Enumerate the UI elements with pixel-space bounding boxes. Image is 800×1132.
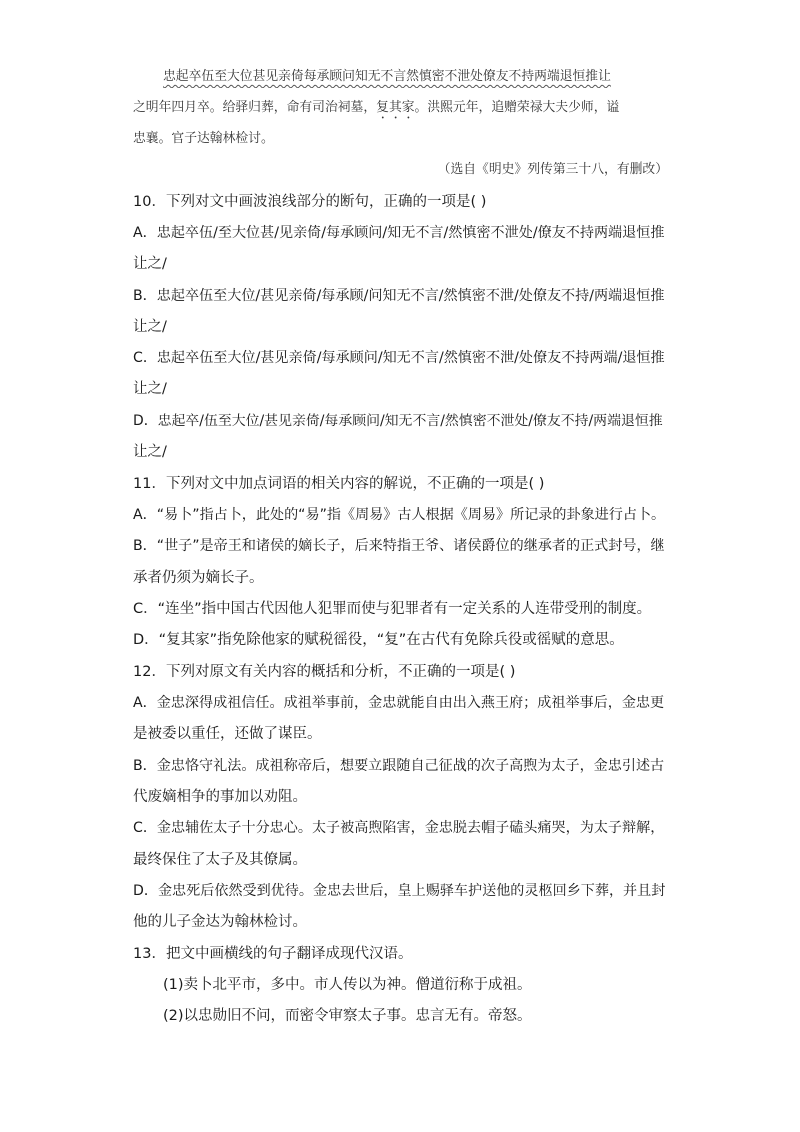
passage-source: （选自《明史》列传第三十八，有删改）: [437, 162, 668, 177]
q12-option-c-line2: 最终保住了太子及其僚属。: [133, 852, 307, 868]
q13-sentence-2: (2)以忠勋旧不问，而密令审察太子事。忠言无有。帝怒。: [163, 1008, 532, 1024]
passage-wavy-line: 忠起卒伍至大位甚见亲倚每承顾问知无不言然慎密不泄处僚友不持两端退恒推让: [163, 69, 611, 84]
q11-option-a: A．“易卜”指占卜，此处的“易”指《周易》古人根据《周易》所记录的卦象进行占卜。: [133, 507, 666, 523]
q11-option-b-line1: B．“世子”是帝王和诸侯的嫡长子，后来特指王爷、诸侯爵位的继承者的正式封号，继: [133, 538, 665, 554]
passage-line-2-post: 。洪熙元年，追赠荣禄大夫少师，谥: [414, 100, 620, 115]
q10-option-a-line2: 让之/: [133, 256, 167, 272]
q12-option-b-line2: 代废嫡相争的事加以劝阻。: [133, 789, 307, 805]
q12-option-a-line2: 是被委以重任，还做了谋臣。: [133, 726, 322, 742]
question-11-stem: 11．下列对文中加点词语的相关内容的解说，不正确的一项是( ): [133, 476, 545, 492]
q12-option-d-line1: D．金忠死后依然受到优待。金忠去世后，皇上赐驿车护送他的灵柩回乡下葬，并且封: [133, 883, 666, 899]
question-10-stem: 10．下列对文中画波浪线部分的断句，正确的一项是( ): [133, 194, 487, 210]
q12-option-a-line1: A．金忠深得成祖信任。成祖举事前，金忠就能自由出入燕王府；成祖举事后，金忠更: [133, 695, 665, 711]
q10-option-c-line2: 让之/: [133, 381, 167, 397]
q10-option-a-line1: A．忠起卒伍/至大位甚/见亲倚/每承顾问/知无不言/然慎密不泄处/僚友不持两端退恒推: [133, 225, 665, 241]
q10-option-d-line1: D．忠起卒/伍至大位/甚见亲倚/每承顾问/知无不言/然慎密不泄处/僚友不持/两端退恒推: [133, 413, 663, 429]
passage-line-3: 忠襄。官子达翰林检讨。: [133, 131, 274, 146]
q12-option-c-line1: C．金忠辅佐太子十分忠心。太子被高煦陷害，金忠脱去帽子磕头痛哭，为太子辩解，: [133, 820, 665, 836]
q10-option-b-line1: B．忠起卒伍至大位/甚见亲倚/每承顾/问知无不言/然慎密不泄/处僚友不持/两端退恒推: [133, 288, 665, 304]
passage-line-2-pre: 之明年四月卒。给驿归葬，命有司治祠墓，: [133, 100, 377, 115]
q10-option-c-line1: C．忠起卒伍至大位/甚见亲倚/每承顾问/知无不言/然慎密不泄/处僚友不持两端/退恒推: [133, 350, 665, 366]
q12-option-b-line1: B．金忠恪守礼法。成祖称帝后，想要立跟随自己征战的次子高煦为太子，金忠引述古: [133, 758, 665, 774]
q11-option-b-line2: 承者仍须为嫡长子。: [133, 570, 264, 586]
question-12-stem: 12．下列对原文有关内容的概括和分析，不正确的一项是( ): [133, 664, 516, 680]
dotted-term-fu-qi-jia: 复其家: [376, 100, 415, 115]
q10-option-d-line2: 让之/: [133, 444, 167, 460]
question-13-stem: 13．把文中画横线的句子翻译成现代汉语。: [133, 946, 413, 962]
q12-option-d-line2: 他的儿子金达为翰林检讨。: [133, 914, 307, 930]
q10-option-b-line2: 让之/: [133, 319, 167, 335]
q11-option-d: D．“复其家”指免除他家的赋税徭役，“复”在古代有免除兵役或徭赋的意思。: [133, 632, 624, 648]
q13-sentence-1: (1)卖卜北平市，多中。市人传以为神。僧道衍称于成祖。: [163, 977, 532, 993]
q11-option-c: C．“连坐”指中国古代因他人犯罪而使与犯罪者有一定关系的人连带受刑的制度。: [133, 601, 652, 617]
passage-line-2: [133, 97, 668, 122]
